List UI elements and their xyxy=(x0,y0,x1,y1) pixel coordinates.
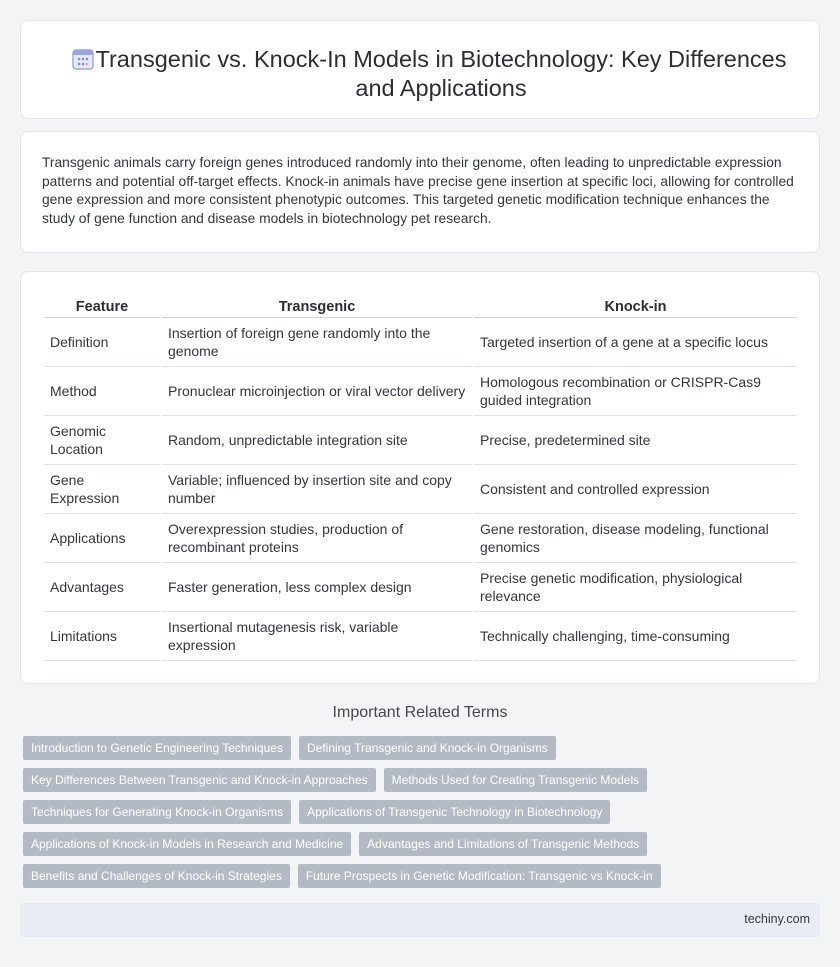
table-row xyxy=(44,612,797,661)
related-term-tag[interactable]: Applications of Transgenic Technology in Biotechnology xyxy=(299,800,610,824)
tag-row xyxy=(23,832,823,856)
intro-paragraph: Transgenic animals carry foreign genes introduced randomly into their genome, often leading to unpredictable expression patterns and potential off-target effects. Knock-in animals have precise gene insertion at specific loci, allowing for controlled gene expression and more consistent phenotypic outcomes. This targeted genetic modification technique enhances the study of gene function and disease models in biotechnology pet research. xyxy=(42,155,794,226)
comparison-table xyxy=(42,296,799,661)
cell-knock-in: Technically challenging, time-consuming xyxy=(474,612,797,661)
related-term-tag[interactable]: Future Prospects in Genetic Modification: Transgenic vs Knock-in xyxy=(298,864,661,888)
cell-feature: Advantages xyxy=(44,563,160,612)
header-card xyxy=(20,20,820,119)
cell-knock-in: Consistent and controlled expression xyxy=(474,465,797,514)
table-header-row xyxy=(44,296,797,318)
tag-row xyxy=(23,768,823,792)
cell-knock-in: Precise genetic modification, physiological relevance xyxy=(474,563,797,612)
table-row xyxy=(44,563,797,612)
comparison-table-card xyxy=(20,271,820,684)
tag-row xyxy=(23,736,823,760)
related-term-tag[interactable]: Defining Transgenic and Knock-in Organisms xyxy=(299,736,556,760)
cell-transgenic: Variable; influenced by insertion site and copy number xyxy=(162,465,472,514)
cell-feature: Method xyxy=(44,367,160,416)
cell-knock-in: Targeted insertion of a gene at a specific locus xyxy=(474,318,797,367)
cell-feature: Applications xyxy=(44,514,160,563)
table-row xyxy=(44,465,797,514)
cell-transgenic: Insertion of foreign gene randomly into the genome xyxy=(162,318,472,367)
cell-feature: Gene Expression xyxy=(44,465,160,514)
cell-knock-in: Homologous recombination or CRISPR-Cas9 guided integration xyxy=(474,367,797,416)
related-term-tag[interactable]: Methods Used for Creating Transgenic Models xyxy=(384,768,647,792)
related-term-tag[interactable]: Key Differences Between Transgenic and Knock-in Approaches xyxy=(23,768,376,792)
related-term-tag[interactable]: Benefits and Challenges of Knock-in Strategies xyxy=(23,864,290,888)
table-row xyxy=(44,514,797,563)
tag-row xyxy=(23,800,823,824)
column-header-transgenic: Transgenic xyxy=(162,296,472,318)
tag-row xyxy=(23,864,823,888)
cell-feature: Definition xyxy=(44,318,160,367)
table-body xyxy=(44,318,797,661)
footer xyxy=(20,903,820,937)
cell-knock-in: Gene restoration, disease modeling, functional genomics xyxy=(474,514,797,563)
related-terms-title: Important Related Terms xyxy=(332,704,508,721)
cell-feature: Genomic Location xyxy=(44,416,160,465)
table-row xyxy=(44,318,797,367)
table-row xyxy=(44,367,797,416)
related-term-tag[interactable]: Introduction to Genetic Engineering Techniques xyxy=(23,736,291,760)
related-term-tag[interactable]: Applications of Knock-in Models in Research and Medicine xyxy=(23,832,351,856)
column-header-feature: Feature xyxy=(44,296,160,318)
cell-knock-in: Precise, predetermined site xyxy=(474,416,797,465)
related-term-tag[interactable]: Techniques for Generating Knock-in Organisms xyxy=(23,800,291,824)
cell-transgenic: Insertional mutagenesis risk, variable expression xyxy=(162,612,472,661)
page-title: Transgenic vs. Knock-In Models in Biotechnology: Key Differences and Applications xyxy=(95,46,787,101)
intro-card xyxy=(20,131,820,253)
related-terms-tags xyxy=(23,736,823,896)
cell-feature: Limitations xyxy=(44,612,160,661)
cell-transgenic: Pronuclear microinjection or viral vector delivery xyxy=(162,367,472,416)
cell-transgenic: Overexpression studies, production of recombinant proteins xyxy=(162,514,472,563)
cell-transgenic: Faster generation, less complex design xyxy=(162,563,472,612)
cell-transgenic: Random, unpredictable integration site xyxy=(162,416,472,465)
footer-brand: techiny.com xyxy=(744,912,810,926)
table-row xyxy=(44,416,797,465)
related-term-tag[interactable]: Advantages and Limitations of Transgenic Methods xyxy=(359,832,647,856)
column-header-knock-in: Knock-in xyxy=(474,296,797,318)
